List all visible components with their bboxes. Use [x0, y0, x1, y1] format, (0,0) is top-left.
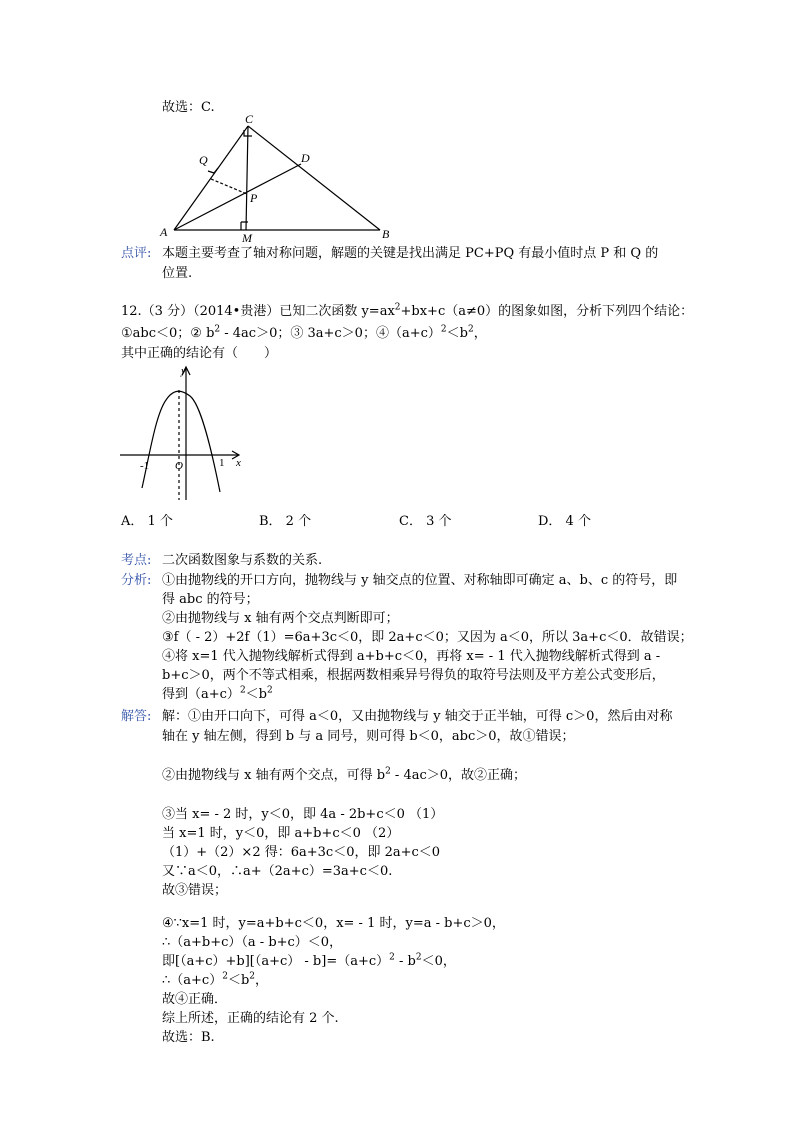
- label-m: M: [242, 231, 252, 242]
- solution-line3: ②由抛物线与 x 轴有两个交点，可得 $b^2 - 4ac>0$，故②正确；: [162, 766, 527, 783]
- kaodian-label: 考点:: [121, 553, 152, 568]
- kaodian-text: 二次函数图象与系数的关系.: [162, 553, 323, 568]
- part4-line2: ∴（a+b+c）（a - b+c）＜0，: [162, 935, 343, 950]
- label-a: A: [160, 225, 168, 239]
- label-b: B: [382, 227, 390, 241]
- part4-line4: $\therefore(a+c)^2<b^2$，: [162, 971, 269, 988]
- fenxi-last-line: 得到$(a+c)^2<b^2$: [162, 685, 273, 702]
- part4-line3: 即$[(a+c)+b][(a+c) - b]=(a+c)^2 - b^2<0$，: [162, 952, 456, 969]
- label-p: P: [250, 191, 258, 205]
- part3-line: 故③错误；: [162, 883, 228, 898]
- fenxi-line: 得 abc 的符号；: [162, 592, 259, 607]
- q12-question: 其中正确的结论有（ ）: [121, 346, 278, 361]
- solution-summary: 综上所述，正确的结论有 2 个.: [162, 1011, 339, 1026]
- part3-line: 又∵a＜0，∴a+（2a+c）=3a+c＜0.: [162, 864, 393, 879]
- comment-line2: 位置.: [162, 266, 193, 281]
- part3-line: 当 x=1 时，y＜0，即 a+b+c＜0 （2）: [162, 826, 400, 841]
- label-q: Q: [199, 153, 208, 167]
- solution-line1: 解：①由开口向下，可得 a＜0，又由抛物线与 y 轴交于正半轴，可得 c＞0，然后由对称: [162, 709, 673, 724]
- fenxi-line: ③f（ - 2）+2f（1）=6a+3c＜0，即 2a+c＜0；又因为 a＜0，所以 3a+c＜0．故错误；: [162, 630, 693, 645]
- part4-line1: ④∵x=1 时，y=a+b+c＜0，x= - 1 时，y=a - b+c＞0，: [162, 916, 505, 931]
- comment-label: 点评:: [121, 246, 152, 261]
- prev-answer: 故选：C.: [162, 100, 215, 115]
- label-d: D: [301, 151, 310, 165]
- fenxi-line: ④将 x=1 代入抛物线解析式得到 a+b+c＜0，再将 x= - 1 代入抛物线解析式得到 a -: [162, 649, 661, 664]
- part3-line: ③当 x= - 2 时，y＜0，即 4a - 2b+c＜0 （1）: [162, 807, 444, 822]
- solution-answer: 故选：B.: [162, 1030, 215, 1045]
- q12-conclusions: ①abc＜0；② $b^2 - 4ac>0$；③ 3a+c＞0；$④(a+c)^2<b^2$，: [121, 324, 487, 341]
- origin-label: O: [175, 460, 183, 472]
- q12-stem: 12.（3 分）（2014•贵港）已知二次函数 $y=ax^2+bx+c(a\ne 0)$的图象如图，分析下列四个结论：: [121, 302, 694, 319]
- axis-y-label: y: [181, 365, 186, 377]
- triangle-figure: [158, 112, 398, 242]
- option-c: C． 3 个: [399, 514, 452, 529]
- solution-label: 解答:: [121, 709, 152, 724]
- fenxi-line: ①由抛物线的开口方向，抛物线与 y 轴交点的位置、对称轴即可确定 a、b、c 的符号，即: [162, 573, 678, 588]
- part4-line5: 故④正确．: [162, 992, 228, 1007]
- fenxi-line: ②由抛物线与 x 轴有两个交点判断即可；: [162, 611, 399, 626]
- label-c: C: [245, 112, 254, 126]
- option-d: D． 4 个: [538, 514, 591, 529]
- option-b: B． 2 个: [259, 514, 312, 529]
- tick-1: 1: [219, 457, 225, 469]
- tick-neg1: -1: [140, 460, 150, 472]
- fenxi-label: 分析:: [121, 573, 152, 588]
- solution-line2: 轴在 y 轴左侧，得到 b 与 a 同号，则可得 b＜0，abc＞0，故①错误；: [162, 729, 575, 744]
- comment-line1: 本题主要考查了轴对称问题，解题的关键是找出满足 PC+PQ 有最小值时点 P 和 Q 的: [162, 246, 659, 261]
- part3-line: （1）+（2）×2 得：6a+3c＜0，即 2a+c＜0: [162, 845, 441, 860]
- fenxi-line: b+c＞0，两个不等式相乘，根据两数相乘异号得负的取符号法则及平方差公式变形后，: [162, 668, 665, 683]
- parabola-graph: [118, 362, 258, 502]
- option-a: A． 1 个: [121, 514, 173, 529]
- axis-x-label: x: [236, 457, 241, 469]
